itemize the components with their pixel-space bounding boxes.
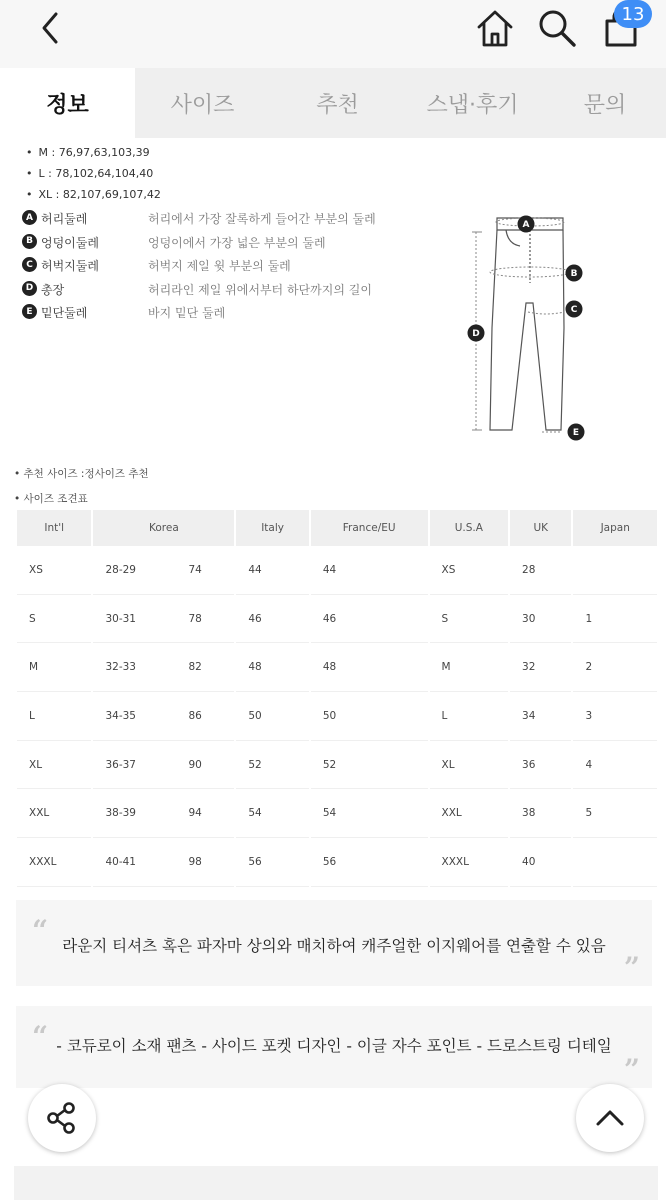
table-cell — [93, 692, 234, 741]
search-icon — [537, 8, 577, 48]
size-chart-title: • 사이즈 조견표 — [14, 493, 88, 505]
korea-size: 38-39 — [105, 807, 136, 820]
open-quote-mark: “ — [32, 1020, 49, 1053]
korea-size: 28-29 — [105, 563, 136, 576]
table-cell: 36 — [510, 741, 571, 790]
table-cell: M — [17, 643, 91, 692]
table-cell: 52 — [311, 741, 428, 790]
table-cell: 1 — [573, 595, 657, 644]
table-cell: 40 — [510, 838, 571, 887]
back-arrow-icon — [36, 10, 64, 46]
korea-number: 94 — [188, 807, 202, 820]
table-cell: XXXL — [430, 838, 509, 887]
table-cell: 50 — [236, 692, 308, 741]
legend-marker: C — [22, 257, 37, 272]
table-row — [17, 838, 657, 887]
table-cell: 38 — [510, 789, 571, 838]
svg-text:D: D — [472, 329, 480, 339]
column-header: Korea — [93, 510, 234, 546]
table-cell: 32 — [510, 643, 571, 692]
open-quote-mark: “ — [32, 914, 49, 947]
table-cell: 46 — [236, 595, 308, 644]
table-cell: S — [430, 595, 509, 644]
quote-box — [16, 1006, 652, 1088]
tab-inquiry[interactable]: 문의 — [583, 92, 627, 118]
table-cell — [93, 838, 234, 887]
size-spec-item: • M : 76,97,63,103,39 — [26, 142, 161, 163]
table-cell: 52 — [236, 741, 308, 790]
table-cell: 56 — [311, 838, 428, 887]
legend-name: 허벅지둘레 — [41, 259, 99, 273]
quote-box — [16, 900, 652, 986]
korea-number: 82 — [188, 661, 202, 674]
svg-text:B: B — [570, 269, 578, 279]
table-cell: 48 — [236, 643, 308, 692]
korea-size: 30-31 — [105, 612, 136, 625]
table-cell — [573, 546, 657, 595]
share-icon — [44, 1100, 80, 1136]
close-quote-mark: ” — [623, 1053, 640, 1086]
table-row — [17, 789, 657, 838]
svg-text:E: E — [572, 428, 580, 438]
table-row — [17, 595, 657, 644]
legend-description: 엉덩이에서 가장 넓은 부분의 둘레 — [148, 235, 326, 250]
size-spec-item: • L : 78,102,64,104,40 — [26, 163, 161, 184]
table-row — [17, 643, 657, 692]
korea-number: 78 — [188, 612, 202, 625]
share-button[interactable] — [28, 1084, 96, 1152]
scroll-to-top-button[interactable] — [576, 1084, 644, 1152]
tab-size[interactable]: 사이즈 — [170, 92, 235, 118]
korea-size: 32-33 — [105, 661, 136, 674]
size-spec-item: • XL : 82,107,69,107,42 — [26, 184, 161, 205]
korea-size: 40-41 — [105, 855, 136, 868]
table-cell: XXL — [430, 789, 509, 838]
table-cell — [93, 789, 234, 838]
table-row — [17, 692, 657, 741]
legend-marker: A — [22, 210, 37, 225]
korea-size: 34-35 — [105, 709, 136, 722]
cart-count-badge: 13 — [614, 0, 652, 28]
recommend-size-note: • 추천 사이즈 :정사이즈 추천 — [14, 468, 149, 480]
size-spec-list — [26, 142, 161, 205]
legend-name: 밑단둘레 — [41, 306, 88, 320]
table-cell: 5 — [573, 789, 657, 838]
column-header: Japan — [573, 510, 657, 546]
table-cell: L — [17, 692, 91, 741]
pants-measurement-diagram — [460, 208, 600, 448]
home-icon — [475, 8, 515, 48]
legend-marker: D — [22, 281, 37, 296]
table-cell: 44 — [311, 546, 428, 595]
korea-number: 98 — [188, 855, 202, 868]
korea-size: 36-37 — [105, 758, 136, 771]
table-cell: 54 — [236, 789, 308, 838]
table-cell: 34 — [510, 692, 571, 741]
table-row — [17, 546, 657, 595]
table-cell: 56 — [236, 838, 308, 887]
table-cell: XS — [17, 546, 91, 595]
quote-text: 라운지 티셔츠 혹은 파자마 상의와 매치하여 캐주얼한 이지웨어를 연출할 수 있음 — [62, 937, 606, 955]
chevron-up-icon — [595, 1108, 625, 1128]
korea-number: 90 — [188, 758, 202, 771]
tab-bar — [0, 68, 666, 138]
table-cell — [93, 546, 234, 595]
tab-info[interactable]: 정보 — [0, 68, 135, 138]
legend-name: 엉덩이둘레 — [41, 235, 99, 250]
svg-text:C: C — [570, 305, 578, 315]
search-button[interactable] — [533, 4, 581, 52]
bottom-strip — [14, 1166, 658, 1200]
table-cell: S — [17, 595, 91, 644]
legend-description: 바지 밑단 둘레 — [148, 306, 226, 320]
quote-text: - 코듀로이 소재 팬츠 - 사이드 포켓 디자인 - 이글 자수 포인트 - 드로스트링 디테일 — [56, 1037, 612, 1055]
table-cell: XL — [17, 741, 91, 790]
legend-name: 허리둘레 — [41, 212, 88, 226]
tab-snap-review[interactable]: 스냅·후기 — [426, 92, 519, 118]
top-navigation-bar — [0, 0, 666, 68]
table-cell: 48 — [311, 643, 428, 692]
column-header: Int'l — [17, 510, 91, 546]
table-header-row — [17, 510, 657, 546]
table-cell — [93, 595, 234, 644]
column-header: UK — [510, 510, 571, 546]
table-cell: M — [430, 643, 509, 692]
korea-number: 86 — [188, 709, 202, 722]
table-cell: 30 — [510, 595, 571, 644]
table-cell: 3 — [573, 692, 657, 741]
table-cell: XL — [430, 741, 509, 790]
column-header: U.S.A — [430, 510, 509, 546]
legend-marker: B — [22, 234, 37, 249]
table-row — [17, 741, 657, 790]
table-cell — [573, 838, 657, 887]
legend-description: 허리에서 가장 잘록하게 들어간 부분의 둘레 — [148, 212, 376, 226]
table-cell: 2 — [573, 643, 657, 692]
tab-recommend[interactable]: 추천 — [316, 92, 359, 118]
column-header: Italy — [236, 510, 308, 546]
table-cell: 54 — [311, 789, 428, 838]
table-cell: 4 — [573, 741, 657, 790]
korea-number: 74 — [188, 563, 202, 576]
table-cell — [93, 643, 234, 692]
size-conversion-table — [15, 510, 659, 887]
legend-name: 총장 — [41, 282, 65, 297]
table-cell: XXL — [17, 789, 91, 838]
legend-marker: E — [22, 304, 37, 319]
back-button[interactable] — [26, 4, 74, 52]
table-cell: 46 — [311, 595, 428, 644]
table-cell: 28 — [510, 546, 571, 595]
legend-description: 허벅지 제일 윗 부분의 둘레 — [148, 259, 291, 273]
close-quote-mark: ” — [623, 951, 640, 984]
table-cell: XS — [430, 546, 509, 595]
table-cell: 50 — [311, 692, 428, 741]
table-cell: 44 — [236, 546, 308, 595]
table-cell: L — [430, 692, 509, 741]
svg-text:A: A — [522, 220, 530, 230]
table-cell: XXXL — [17, 838, 91, 887]
column-header: France/EU — [311, 510, 428, 546]
table-cell — [93, 741, 234, 790]
home-button[interactable] — [471, 4, 519, 52]
legend-description: 허리라인 제일 위에서부터 하단까지의 길이 — [148, 282, 372, 297]
